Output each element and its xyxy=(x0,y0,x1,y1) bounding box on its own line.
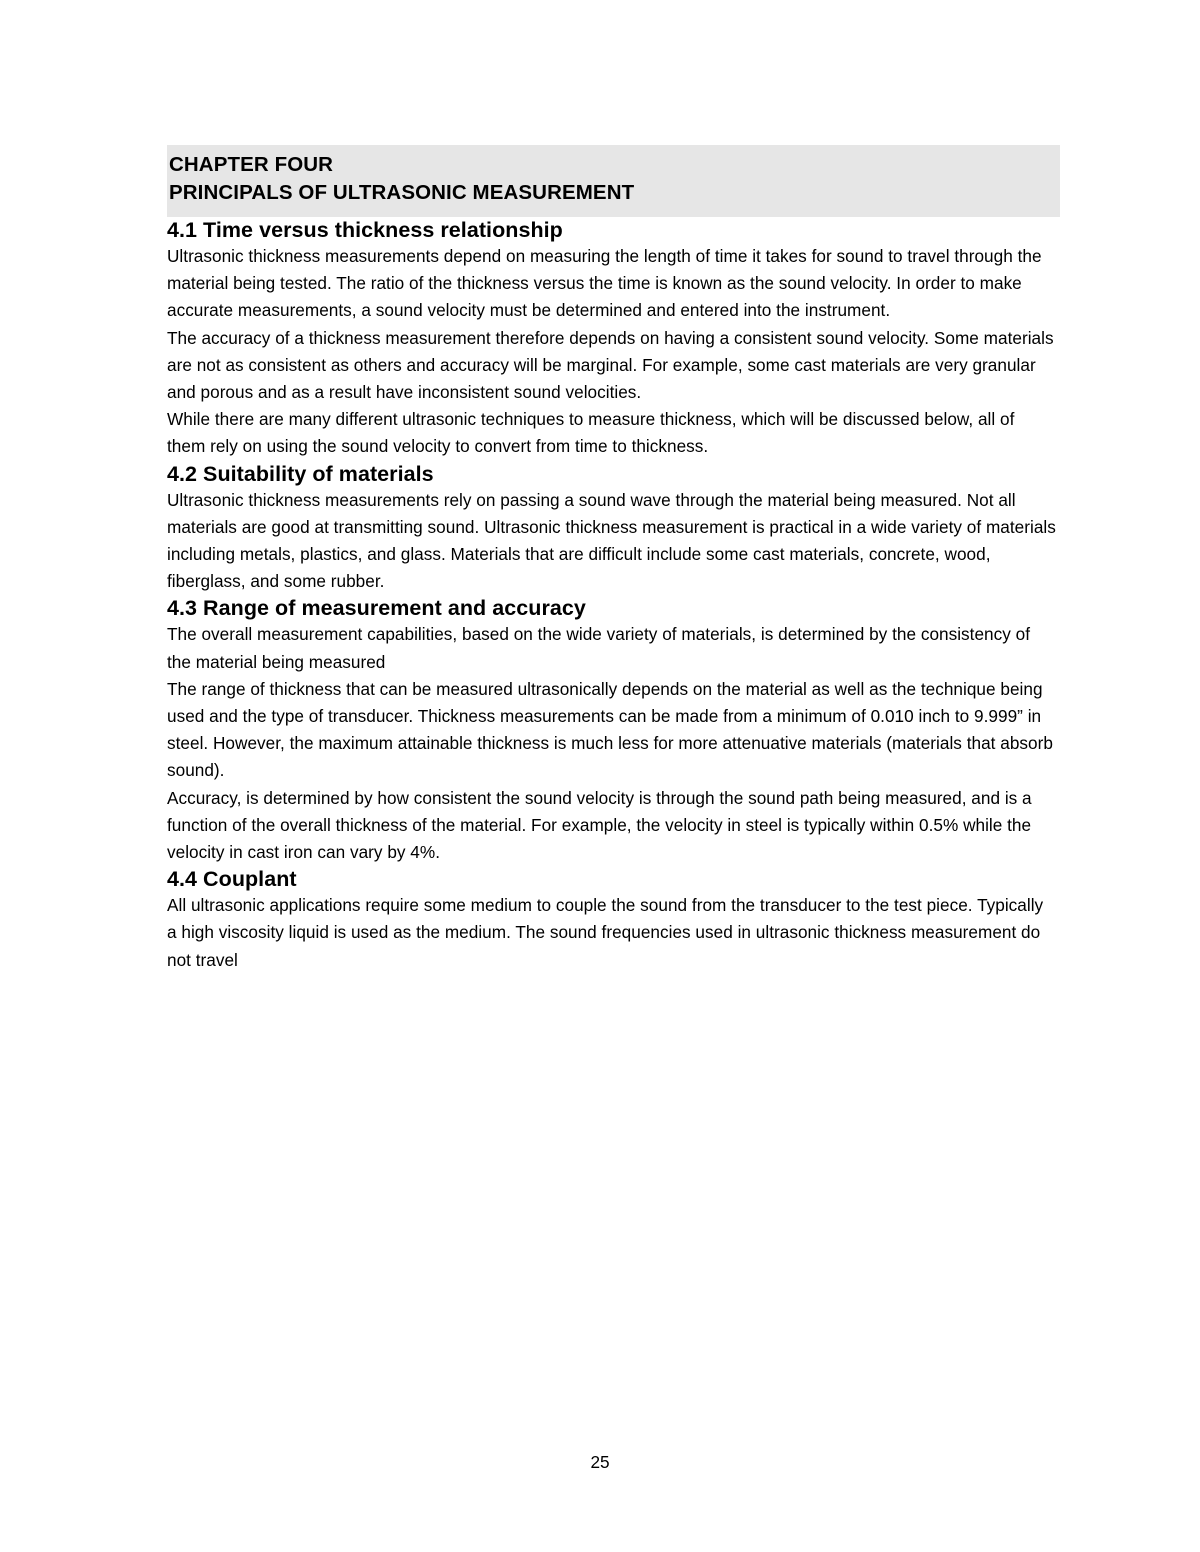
paragraph-4-3-2: The range of thickness that can be measured ultrasonically depends on the material as well as the technique being used and the type of transducer. Thickness measurements can be made from a minimum of 0.010 inch to 9.999” in steel. However, the maximum attainable thickness is much less for more attenuative materials (materials that absorb sound). xyxy=(167,678,1053,781)
paragraph-4-1-3: While there are many different ultrasonic techniques to measure thickness, which will be discussed below, all of them rely on using the sound velocity to convert from time to thickness. xyxy=(167,409,1015,457)
section-heading-4-4: 4.4 Couplant xyxy=(167,867,297,892)
section-heading-4-2: 4.2 Suitability of materials xyxy=(167,461,434,486)
paragraph-4-3-3: Accuracy, is determined by how consistent the sound velocity is through the sound path being measured, and is a function of the overall thickness of the material. For example, the velocity in steel is typically within 0.5% while the velocity in cast iron can vary by 4%. xyxy=(167,787,1032,863)
section-heading-4-1: 4.1 Time versus thickness relationship xyxy=(167,218,563,242)
chapter-header-band xyxy=(167,145,1060,217)
chapter-number-line: CHAPTER FOUR xyxy=(169,153,334,176)
paragraph-4-3-1: The overall measurement capabilities, based on the wide variety of materials, is determined by the consistency of the material being measured xyxy=(167,624,1031,672)
paragraph-4-4-1: All ultrasonic applications require some medium to couple the sound from the transducer to the test piece. Typically a high viscosity liquid is used as the medium. The sound frequencies used in ultrasonic thickness measurement do not travel xyxy=(167,895,1044,970)
chapter-title-line: PRINCIPALS OF ULTRASONIC MEASUREMENT xyxy=(169,181,635,204)
page-number: 25 xyxy=(590,1452,610,1472)
paragraph-4-1-2: The accuracy of a thickness measurement therefore depends on having a consistent sound velocity. Some materials are not as consistent as others and accuracy will be marginal. For example, some cast materials are very granular and porous and as a result have inconsistent sound velocities. xyxy=(167,327,1054,403)
section-heading-4-3: 4.3 Range of measurement and accuracy xyxy=(167,596,586,621)
paragraph-4-2-1: Ultrasonic thickness measurements rely on passing a sound wave through the material being measured. Not all materials are good at transmitting sound. Ultrasonic thickness measurement is practical in a wide variety of materials including metals, plastics, and glass. Materials that are difficult include some cast materials, concrete, wood, fiberglass, and some rubber. xyxy=(167,489,1056,592)
page-content xyxy=(167,0,1057,974)
paragraph-4-1-1: Ultrasonic thickness measurements depend on measuring the length of time it takes for sound to travel through the material being tested. The ratio of the thickness versus the time is known as the sound velocity. In order to make accurate measurements, a sound velocity must be determined and entered into the instrument. xyxy=(167,246,1042,321)
